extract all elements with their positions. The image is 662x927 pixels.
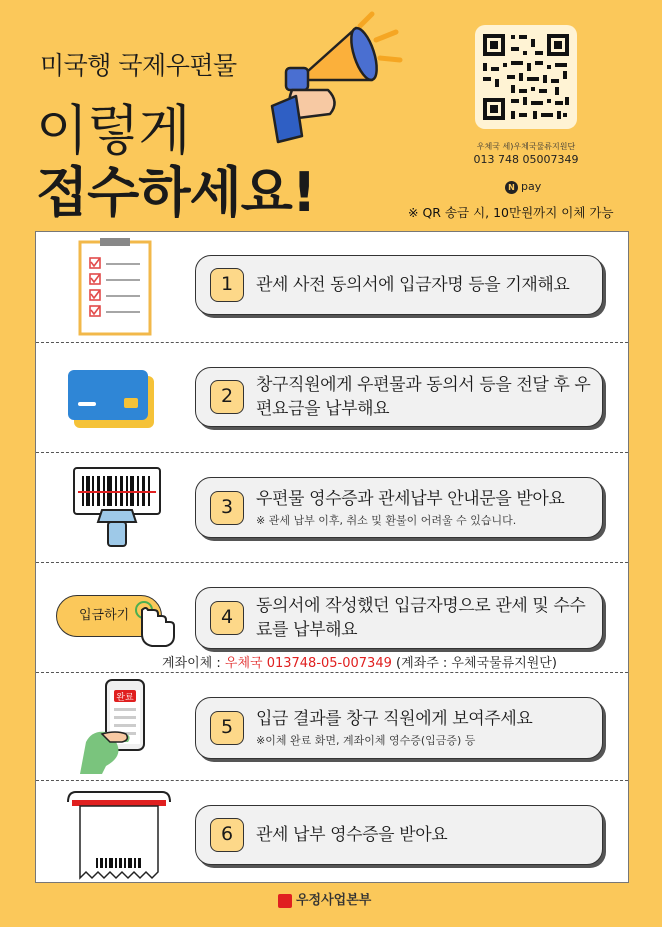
poster-title-line1: 이렇게 [36, 99, 190, 162]
phone-badge-text: 완료 [116, 693, 134, 703]
step-2-number: 2 [210, 380, 244, 414]
qr-org-label: 우체국 세)우체국물류지원단 [476, 142, 576, 151]
step-divider [36, 452, 628, 453]
transfer-holder: (계좌주 : 우체국물류지원단) [396, 656, 557, 671]
step-1-text: 관세 사전 동의서에 입금자명 등을 기재해요 [256, 275, 570, 295]
npay-label: pay [521, 180, 542, 193]
barcode-scanner-icon [72, 466, 162, 548]
step-divider [36, 562, 628, 563]
npay-badge: N [505, 181, 518, 194]
step-3-note: ※ 관세 납부 이후, 취소 및 환불이 어려울 수 있습니다. [256, 513, 517, 527]
printed-receipt-icon [66, 788, 172, 882]
step-6-number: 6 [210, 818, 244, 852]
deposit-button-label: 입금하기 [79, 608, 130, 623]
pointing-hand-icon [132, 600, 178, 650]
step-4-box [195, 587, 603, 649]
step-5-box [195, 697, 603, 759]
transfer-label: 계좌이체 : [162, 656, 221, 671]
korea-post-logo [278, 889, 371, 908]
step-5-note: ※이체 완료 화면, 계좌이체 영수증(입금증) 등 [256, 734, 476, 747]
step-1-box [195, 255, 603, 315]
checklist-clipboard-icon [78, 238, 152, 336]
transfer-account: 우체국 013748-05-007349 [224, 656, 392, 671]
step-6-text: 관세 납부 영수증을 받아요 [256, 825, 448, 845]
step-5-number: 5 [210, 711, 244, 745]
step-divider [36, 672, 628, 673]
step-2-text: 창구직원에게 우편물과 동의서 등을 전달 후 우편요금을 납부해요 [256, 375, 591, 419]
step-5-text: 입금 결과를 창구 직원에게 보여주세요 [256, 709, 533, 729]
step-divider [36, 342, 628, 343]
qr-code-frame [475, 25, 577, 129]
poster-subtitle: 미국행 국제우편물 [40, 51, 237, 80]
step-3-text: 우편물 영수증과 관세납부 안내문을 받아요 [256, 488, 565, 509]
poster-title-line2: 접수하세요! [36, 161, 316, 224]
korea-post-mark-icon [278, 894, 292, 908]
qr-code-icon [475, 25, 577, 129]
step-1-number: 1 [210, 268, 244, 302]
footer-org-name: 우정사업본부 [296, 893, 372, 908]
step-3-number: 3 [210, 491, 244, 525]
step-6-box [195, 805, 603, 865]
phone-in-hand-icon [76, 676, 160, 776]
step-3-box [195, 477, 603, 538]
qr-account-number: 013 748 05007349 [473, 153, 579, 166]
megaphone-icon [268, 10, 408, 150]
step-divider [36, 780, 628, 781]
transfer-account-line [162, 652, 557, 671]
step-4-number: 4 [210, 601, 244, 635]
npay-logo [505, 180, 541, 194]
step-4-text: 동의서에 작성했던 입금자명으로 관세 및 수수료를 납부해요 [256, 596, 586, 640]
credit-card-icon [68, 368, 156, 430]
step-2-box [195, 367, 603, 427]
qr-transfer-note: ※ QR 송금 시, 10만원까지 이체 가능 [408, 205, 614, 220]
